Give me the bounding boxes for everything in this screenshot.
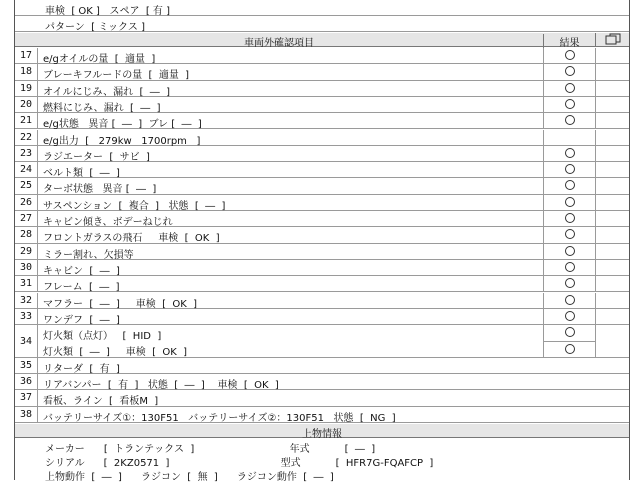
checklist-row [15,162,629,178]
item-number: 23 [19,147,33,159]
ok-circle-icon [565,99,575,109]
item-description: オイルにじみ、漏れ [ ― ] [43,86,170,98]
item-number: 32 [19,294,33,306]
item-number: 21 [19,115,33,127]
item-description: リターダ [ 有 ] [43,363,120,375]
ok-circle-icon [565,262,575,272]
extra-cell [595,130,629,145]
result-cell [543,309,595,324]
result-cell [543,178,595,193]
info-text: 上物動作 [ ― ] ラジコン [ 無 ] ラジコン動作 [ ― ] [45,471,334,483]
item-number: 33 [19,310,33,322]
result-cell [543,276,595,291]
ok-circle-icon [565,83,575,93]
checklist-row [15,130,629,146]
checklist-row [15,358,629,374]
extra-cell [595,195,629,210]
result-cell [543,293,595,308]
result-cell [543,146,595,161]
checklist-row [15,244,629,260]
item-number: 22 [19,131,33,143]
checklist-row [15,211,629,227]
item-description: サスペンション [ 複合 ] 状態 [ ― ] [43,200,226,212]
extra-cell [595,97,629,112]
extra-cell [595,244,629,259]
section-title: 上物情報 [302,428,342,440]
ok-circle-icon [565,344,575,354]
checklist-row [15,48,629,64]
item-description: リアバンパー [ 有 ] 状態 [ ― ] 車検 [ OK ] [43,380,279,391]
info-row [15,439,629,453]
item-description: e/gオイルの量 [ 適量 ] [43,54,156,65]
section-title: 車両外確認項目 [244,38,314,49]
extra-cell [595,146,629,161]
item-number: 38 [19,408,33,420]
result-cell [543,211,595,226]
checklist-row [15,81,629,97]
info-text: メーカー [ トランテックス ] 年式 [ ― ] [45,443,376,455]
item-number: 30 [19,261,33,273]
extra-cell [595,48,629,63]
ok-circle-icon [565,197,575,207]
extra-cell [595,293,629,308]
extra-cell [595,325,629,357]
extra-cell [595,81,629,96]
result-cell [543,81,595,96]
result-cell [543,113,595,128]
extra-cell [595,162,629,177]
item-description: 看板、ライン [ 看板M ] [43,396,159,408]
checklist-row [15,390,629,406]
edit-icon [595,33,629,47]
ok-circle-icon [565,148,575,158]
checklist-row [15,146,629,162]
top-row-text: 車検 [ OK ] スペア [ 有 ] [45,6,170,17]
result-cell [543,130,595,145]
ok-circle-icon [565,180,575,190]
item-description: ミラー割れ、欠損等 [43,249,134,261]
extra-cell [595,64,629,79]
result-cell [543,48,595,63]
section-header-exterior [15,33,629,47]
item-description: e/g出力 [ 279kw 1700rpm ] [43,135,201,147]
checklist-row [15,97,629,113]
item-number: 17 [19,50,33,61]
extra-cell [595,260,629,275]
item-description: ワンデフ [ ― ] [43,314,120,326]
ok-circle-icon [565,115,575,125]
item-description: ベルト類 [ ― ] [43,168,120,180]
item-description: ブレーキフルードの量 [ 適量 ] [43,70,190,82]
ok-circle-icon [565,66,575,76]
item-description: 灯火類 [ ― ] 車検 [ OK ] [43,347,188,359]
info-text: シリアル [ 2KZ0571 ] 型式 [ HFR7G-FQAFCP ] [45,457,434,469]
item-number: 19 [19,82,33,94]
top-row-pattern [15,16,629,32]
result-cell [543,64,595,79]
item-number: 35 [19,359,33,371]
ok-circle-icon [565,311,575,321]
item-description: 灯火類（点灯） [ HID ] [43,331,162,343]
item-description: ターボ状態 異音 [ ― ] [43,184,157,196]
ok-circle-icon [565,327,575,337]
info-row [15,453,629,467]
section-header-body-info [15,424,629,438]
item-number: 37 [19,392,33,404]
ok-circle-icon [565,229,575,239]
extra-cell [595,276,629,291]
ok-circle-icon [565,164,575,174]
top-row-shaken [15,0,629,16]
ok-circle-icon [565,278,575,288]
result-cell [543,260,595,275]
item-number: 36 [19,376,33,387]
checklist-row-34 [15,325,629,358]
item-number: 24 [19,164,33,176]
item-description: バッテリーサイズ①：130F51 バッテリーサイズ②：130F51 状態 [ NG ] [43,412,396,424]
info-row [15,467,629,481]
checklist-row [15,178,629,194]
item-number: 20 [19,98,33,110]
ok-circle-icon [565,295,575,305]
result-column-header: 結果 [543,34,595,48]
item-description: フロントガラスの飛石 車検 [ OK ] [43,233,220,245]
result-cell [543,195,595,210]
extra-cell [595,211,629,226]
item-description: フレーム [ ― ] [43,282,120,294]
item-number: 28 [19,229,33,241]
extra-cell [595,113,629,128]
checklist-row [15,195,629,211]
checklist-row [15,113,629,129]
item-description: e/g状態 異音 [ ― ] ブレ [ ― ] [43,119,202,131]
item-description: キャビン傾き、ボデーねじれ [43,217,173,228]
item-description: マフラー [ ― ] 車検 [ OK ] [43,298,198,310]
checklist-row [15,374,629,390]
checklist-row [15,276,629,292]
extra-cell [595,227,629,242]
result-cell [543,162,595,177]
checklist-row [15,227,629,243]
result-cell [543,97,595,112]
item-number: 34 [19,336,33,348]
checklist-row [15,64,629,80]
ok-circle-icon [565,50,575,60]
extra-cell [595,309,629,324]
extra-cell [595,178,629,193]
checklist-row [15,293,629,309]
checklist-row [15,260,629,276]
item-number: 27 [19,213,33,224]
top-row-text: パターン [ ミックス ] [45,22,146,33]
ok-circle-icon [565,213,575,223]
result-cell [543,227,595,242]
checklist-row [15,309,629,325]
item-number: 25 [19,180,33,192]
inspection-sheet [14,0,630,483]
result-cell [543,244,595,259]
checklist-row [15,407,629,423]
item-number: 29 [19,245,33,257]
item-description: 燃料にじみ、漏れ [ ― ] [43,102,161,114]
item-number: 26 [19,196,33,208]
item-description: キャビン [ ― ] [43,265,120,277]
item-number: 31 [19,278,33,290]
item-number: 18 [19,66,33,78]
ok-circle-icon [565,246,575,256]
result-cell [543,325,595,357]
item-description: ラジエーター [ サビ ] [43,151,150,163]
